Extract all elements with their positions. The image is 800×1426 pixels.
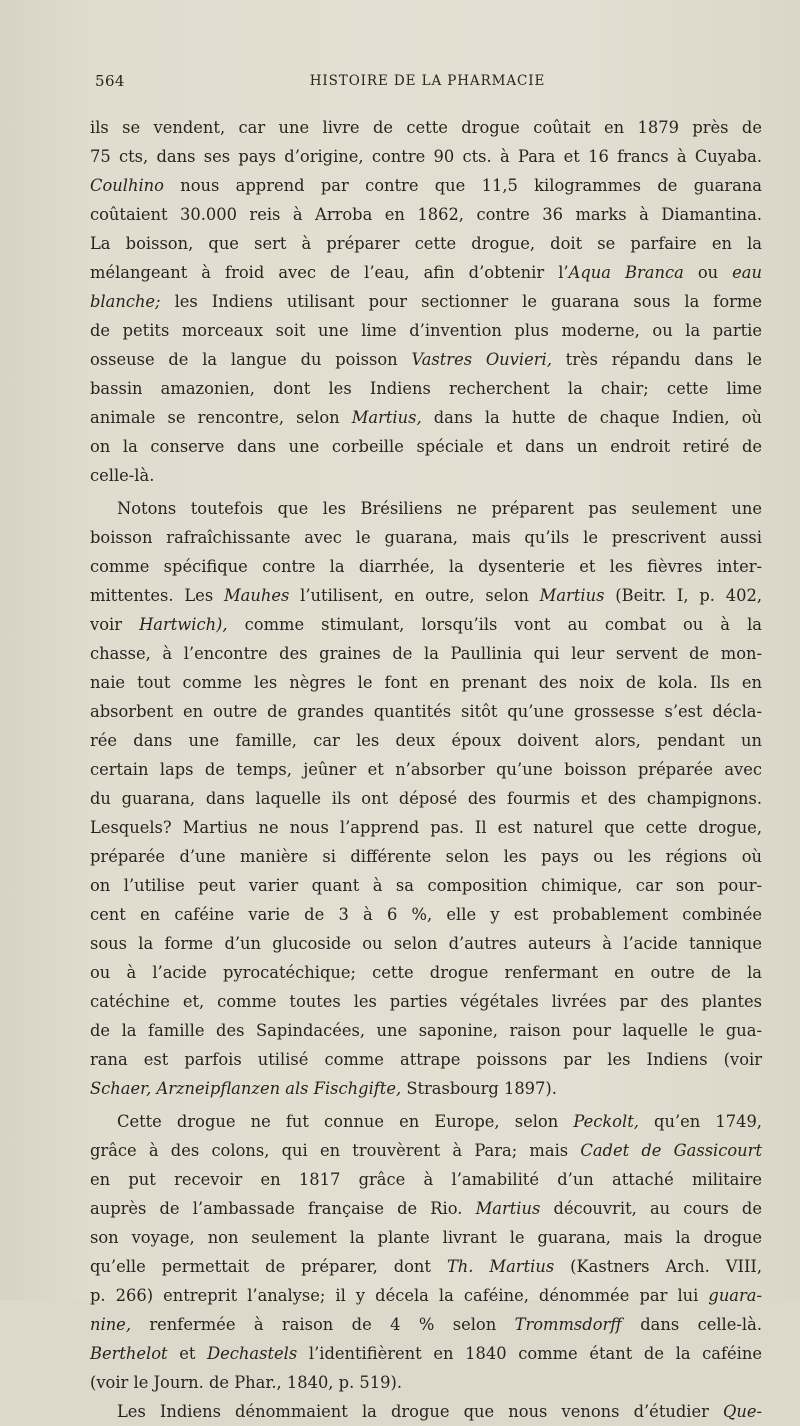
running-title: HISTOIRE DE LA PHARMACIE [309, 73, 546, 89]
italic-span: Mauhes [224, 586, 290, 605]
italic-span: Berthelot [90, 1344, 168, 1363]
text-line [90, 171, 762, 200]
text-line [90, 581, 762, 610]
text-line [90, 345, 762, 374]
text-span: dans la hutte de chaque Indien, où [421, 408, 762, 427]
text-line [90, 316, 762, 345]
text-line [90, 842, 762, 871]
text-span: ils se vendent, car une livre de cette drogue coûtait en 1879 près de [90, 118, 762, 137]
text-line [90, 726, 762, 755]
italic-span: eau [732, 263, 762, 282]
italic-span: Aqua Branca [568, 263, 684, 282]
text-span: ou à l’acide pyrocatéchique; cette drogue renfermant en outre de la [90, 963, 762, 982]
text-span: comme stimulant, lorsqu’ils vont au combat ou à la [227, 615, 762, 634]
text-span: de petits morceaux soit une lime d’invention plus moderne, ou la partie [90, 321, 762, 340]
italic-span: Dechastels [207, 1344, 298, 1363]
text-line [90, 113, 762, 142]
italic-span: Martius, [351, 408, 422, 427]
text-span: comme spécifique contre la diarrhée, la dysenterie et les fièvres inter- [90, 557, 762, 576]
text-line [90, 142, 762, 171]
text-span: osseuse de la langue du poisson [90, 350, 412, 369]
text-line [90, 900, 762, 929]
italic-span: blanche; [90, 292, 161, 311]
text-line [90, 374, 762, 403]
text-span: mittentes. Les [90, 586, 224, 605]
text-span: en put recevoir en 1817 grâce à l’amabilité d’un attaché militaire [90, 1170, 762, 1189]
text-line [90, 258, 762, 287]
text-span: Les Indiens dénommaient la drogue que nous venons d’étudier [117, 1402, 724, 1421]
text-span: préparée d’une manière si différente selon les pays ou les régions où [90, 847, 762, 866]
text-span: bassin amazonien, dont les Indiens recherchent la chair; cette lime [90, 379, 762, 398]
italic-span: Trommsdorff [514, 1315, 622, 1334]
text-line [90, 697, 762, 726]
text-line [90, 432, 762, 461]
text-span: La boisson, que sert à préparer cette drogue, doit se parfaire en la [90, 234, 762, 253]
italic-span: Que- [723, 1402, 762, 1421]
text-span: découvrit, au cours de [540, 1199, 762, 1218]
italic-span: Peckolt, [573, 1112, 639, 1131]
text-span: rana est parfois utilisé comme attrape poissons par les Indiens (voir [90, 1050, 762, 1069]
text-span: chasse, à l’encontre des graines de la Paullinia qui leur servent de mon- [90, 644, 762, 663]
text-span: dans celle-là. [621, 1315, 762, 1334]
text-line [90, 461, 762, 490]
text-line [90, 639, 762, 668]
text-span: l’utilisent, en outre, selon [289, 586, 540, 605]
text-span: on l’utilise peut varier quant à sa composition chimique, car son pour- [90, 876, 762, 895]
text-span: renfermée à raison de 4 % selon [131, 1315, 515, 1334]
text-line [90, 1281, 762, 1310]
text-line [90, 610, 762, 639]
text-line [90, 987, 762, 1016]
text-span: qu’elle permettait de préparer, dont [90, 1257, 447, 1276]
text-span: du guarana, dans laquelle ils ont déposé des fourmis et des champignons. [90, 789, 762, 808]
text-line [90, 871, 762, 900]
text-line [90, 1107, 762, 1136]
text-line [90, 1045, 762, 1074]
text-span: grâce à des colons, qui en trouvèrent à Para; mais [90, 1141, 581, 1160]
text-span: absorbent en outre de grandes quantités sitôt qu’une grossesse s’est décla- [90, 702, 762, 721]
text-line [90, 1194, 762, 1223]
text-span: voir [90, 615, 140, 634]
text-line [90, 929, 762, 958]
text-span: auprès de l’ambassade française de Rio. [90, 1199, 476, 1218]
text-span: p. 266) entreprit l’analyse; il y décela la caféine, dénommée par lui [90, 1286, 709, 1305]
text-span: certain laps de temps, jeûner et n’absorber qu’une boisson préparée avec [90, 760, 762, 779]
text-line [90, 523, 762, 552]
text-line [90, 229, 762, 258]
text-line [90, 1368, 762, 1397]
text-span: cent en caféine varie de 3 à 6 %, elle y est probablement combinée [90, 905, 762, 924]
text-span: mélangeant à froid avec de l’eau, afin d’obtenir l’ [90, 263, 569, 282]
text-line [90, 287, 762, 316]
italic-span: Martius [539, 586, 605, 605]
text-span: boisson rafraîchissante avec le guarana, mais qu’ils le prescrivent aussi [90, 528, 762, 547]
italic-span: Cadet de Gassicourt [580, 1141, 762, 1160]
text-span: rée dans une famille, car les deux époux doivent alors, pendant un [90, 731, 762, 750]
text-line [90, 1074, 762, 1103]
text-span: sous la forme d’un glucoside ou selon d’autres auteurs à l’acide tannique [90, 934, 762, 953]
text-span: l’identifièrent en 1840 comme étant de la caféine [297, 1344, 762, 1363]
text-line [90, 1397, 762, 1426]
text-line [90, 784, 762, 813]
italic-span: guara- [708, 1286, 762, 1305]
text-line [90, 813, 762, 842]
text-span: ou [683, 263, 733, 282]
text-span: (Kastners Arch. VIII, [554, 1257, 763, 1276]
text-line [90, 755, 762, 784]
text-line [90, 1310, 762, 1339]
text-span: animale se rencontre, selon [90, 408, 352, 427]
text-span: 75 cts, dans ses pays d’origine, contre 90 cts. à Para et 16 francs à Cuyaba. [90, 147, 762, 166]
text-span: nous apprend par contre que 11,5 kilogrammes de guarana [163, 176, 762, 195]
text-line [90, 200, 762, 229]
text-line [90, 958, 762, 987]
text-line [90, 1165, 762, 1194]
text-span: celle-là. [90, 466, 155, 485]
text-span: Cette drogue ne fut connue en Europe, selon [117, 1112, 574, 1131]
text-span: Notons toutefois que les Brésiliens ne préparent pas seulement une [117, 499, 762, 518]
text-span: coûtaient 30.000 reis à Arroba en 1862, contre 36 marks à Diamantina. [90, 205, 762, 224]
text-span: Lesquels? Martius ne nous l’apprend pas. Il est naturel que cette drogue, [90, 818, 762, 837]
text-line [90, 1136, 762, 1165]
text-line [90, 668, 762, 697]
text-line [90, 552, 762, 581]
italic-span: Hartwich), [139, 615, 228, 634]
text-span: (voir le Journ. de Phar., 1840, p. 519). [90, 1373, 403, 1392]
italic-span: Martius [475, 1199, 541, 1218]
italic-span: Schaer, Arzneipflanzen als Fischgifte, [90, 1079, 402, 1098]
text-span: très répandu dans le [551, 350, 762, 369]
italic-span: Vastres Ouvieri, [411, 350, 552, 369]
text-line [90, 1223, 762, 1252]
text-span: de la famille des Sapindacées, une saponine, raison pour laquelle le gua- [90, 1021, 762, 1040]
text-span: les Indiens utilisant pour sectionner le guarana sous la forme [160, 292, 762, 311]
text-span: et [167, 1344, 208, 1363]
text-line [90, 403, 762, 432]
body-text [90, 113, 762, 1426]
text-span: son voyage, non seulement la plante livrant le guarana, mais la drogue [90, 1228, 762, 1247]
text-span: catéchine et, comme toutes les parties végétales livrées par des plantes [90, 992, 762, 1011]
text-span: on la conserve dans une corbeille spéciale et dans un endroit retiré de [90, 437, 762, 456]
text-span: naie tout comme les nègres le font en prenant des noix de kola. Ils en [90, 673, 762, 692]
text-span: qu’en 1749, [638, 1112, 762, 1131]
text-span: (Beitr. I, p. 402, [604, 586, 763, 605]
running-head [95, 72, 760, 96]
text-line [90, 1016, 762, 1045]
text-line [90, 1339, 762, 1368]
italic-span: nine, [90, 1315, 131, 1334]
text-line [90, 1252, 762, 1281]
text-span: Strasbourg 1897). [401, 1079, 557, 1098]
italic-span: Th. Martius [446, 1257, 555, 1276]
page-number: 564 [95, 72, 125, 90]
text-line [90, 494, 762, 523]
italic-span: Coulhino [90, 176, 164, 195]
